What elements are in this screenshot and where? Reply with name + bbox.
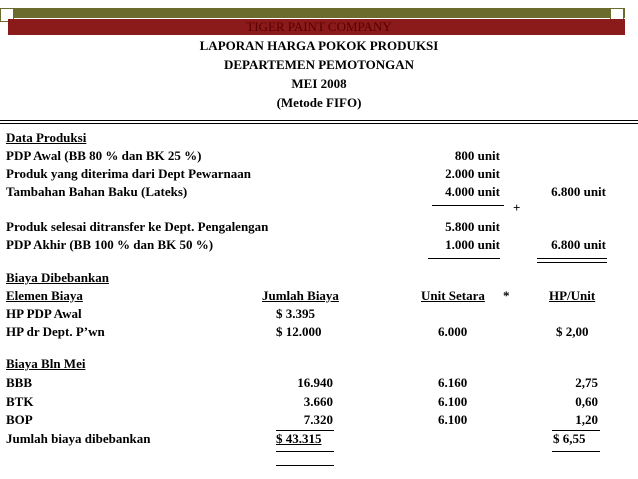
cost-row-hp: $ 2,00 [556,324,589,339]
report-department: DEPARTEMEN PEMOTONGAN [223,57,415,72]
hp-total-line [552,451,600,452]
total-line [428,258,500,259]
section-divider-top-2 [0,123,638,124]
produksi-row-label: PDP Awal (BB 80 % dan BK 25 %) [6,148,202,163]
plus-sign: + [513,200,521,215]
total-hp: $ 6,55 [553,431,586,446]
section-divider-top [0,120,638,121]
col-header-unit-setara: Unit Setara [421,288,485,303]
report-title: LAPORAN HARGA POKOK PRODUKSI [199,38,439,53]
produksi-row-total: 6.800 unit [551,184,606,199]
mei-row-unit: 6.100 [438,412,468,427]
mei-row-jumlah: 7.320 [303,412,333,427]
mei-row-label: BBB [6,375,33,390]
produksi-row-value: 4.000 unit [445,184,500,199]
mei-row-unit: 6.100 [438,394,468,409]
col-header-jumlah: Jumlah Biaya [262,288,339,303]
biaya-mei-heading: Biaya Bln Mei [6,356,86,371]
total-jumlah: $ 43.315 [276,431,322,446]
mei-row-hp: 1,20 [575,412,598,427]
report-period: MEI 2008 [291,76,347,91]
mei-row-label: BOP [6,412,33,427]
mei-row-jumlah: 3.660 [303,394,333,409]
jumlah-total-line-1 [276,451,334,452]
grand-total-line-2 [537,262,607,263]
col-header-asterisk: * [503,288,510,303]
produksi-row-value: 2.000 unit [445,166,500,181]
data-produksi-heading: Data Produksi [6,130,87,145]
jumlah-total-line-2 [276,465,334,466]
mei-row-jumlah: 16.940 [297,375,333,390]
produksi-row-value: 1.000 unit [445,237,500,252]
total-label: Jumlah biaya dibebankan [6,431,151,446]
produksi-row-label: Produk yang diterima dari Dept Pewarnaan [6,166,251,181]
cost-row-jumlah: $ 12.000 [276,324,322,339]
produksi-row-label: PDP Akhir (BB 100 % dan BK 50 %) [6,237,214,252]
company-name: TIGER PAINT COMPANY [246,19,392,34]
cost-row-unit: 6.000 [438,324,468,339]
cost-row-jumlah: $ 3.395 [276,306,315,321]
produksi-row-value: 5.800 unit [445,219,500,234]
mei-row-unit: 6.160 [438,375,468,390]
col-header-elemen: Elemen Biaya [6,288,83,303]
mei-row-label: BTK [6,394,34,409]
col-header-hp-unit: HP/Unit [549,288,596,303]
produksi-row-total: 6.800 unit [551,237,606,252]
cost-row-label: HP dr Dept. P’wn [6,324,105,339]
grand-total-line-1 [537,258,607,259]
subtotal-line [432,205,504,206]
mei-row-hp: 2,75 [575,375,598,390]
cost-row-label: HP PDP Awal [6,306,82,321]
top-banner [8,8,625,18]
mei-row-hp: 0,60 [575,394,598,409]
produksi-row-value: 800 unit [454,148,500,163]
produksi-row-label: Produk selesai ditransfer ke Dept. Pengalengan [6,219,269,234]
produksi-row-label: Tambahan Bahan Baku (Lateks) [6,184,188,199]
biaya-dibebankan-heading: Biaya Dibebankan [6,270,109,285]
report-method: (Metode FIFO) [276,95,362,110]
